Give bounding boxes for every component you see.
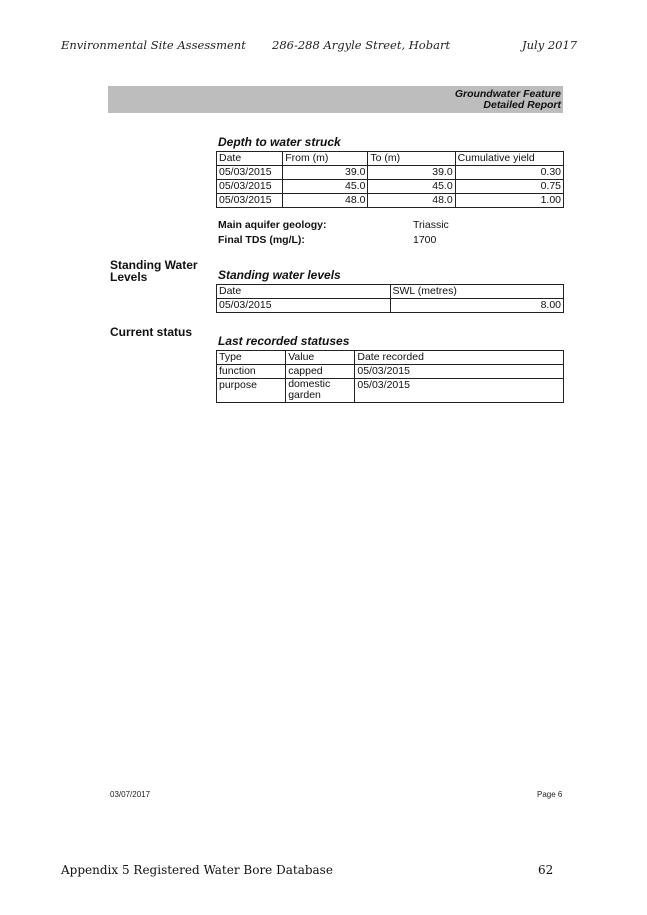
table-cell: 05/03/2015 bbox=[217, 180, 283, 194]
table-cell: 05/03/2015 bbox=[217, 194, 283, 208]
page-number: 62 bbox=[538, 863, 554, 877]
final-tds-label: Final TDS (mg/L): bbox=[218, 234, 305, 246]
table-cell: 05/03/2015 bbox=[355, 365, 564, 379]
status-title: Last recorded statuses bbox=[218, 334, 350, 348]
table-header-row bbox=[217, 351, 564, 365]
standing-table bbox=[216, 284, 564, 313]
footer-page: Page 6 bbox=[537, 790, 563, 799]
table-cell: 0.30 bbox=[455, 166, 563, 180]
column-header: Value bbox=[286, 351, 355, 365]
depth-table bbox=[216, 151, 564, 208]
table-row bbox=[217, 299, 564, 313]
column-header: SWL (metres) bbox=[390, 285, 564, 299]
table-row bbox=[217, 379, 564, 403]
depth-title: Depth to water struck bbox=[218, 135, 341, 149]
table-cell: 45.0 bbox=[283, 180, 368, 194]
header-center: 286-288 Argyle Street, Hobart bbox=[272, 38, 451, 52]
table-cell: 05/03/2015 bbox=[217, 166, 283, 180]
column-header: Date bbox=[217, 152, 283, 166]
column-header: Type bbox=[217, 351, 286, 365]
table-row bbox=[217, 180, 564, 194]
report-banner bbox=[108, 86, 563, 113]
aquifer-geology-value: Triassic bbox=[413, 219, 449, 231]
standing-side-label bbox=[110, 259, 198, 283]
table-header-row bbox=[217, 152, 564, 166]
table-cell: function bbox=[217, 365, 286, 379]
table-cell: 05/03/2015 bbox=[217, 299, 391, 313]
table-cell: 48.0 bbox=[283, 194, 368, 208]
table-cell: 8.00 bbox=[390, 299, 564, 313]
appendix-title: Appendix 5 Registered Water Bore Database bbox=[61, 863, 333, 877]
standing-side-label-line-2: Levels bbox=[110, 270, 148, 284]
status-side-label: Current status bbox=[110, 325, 193, 339]
status-table bbox=[216, 350, 564, 403]
standing-title: Standing water levels bbox=[218, 268, 341, 282]
table-cell: 0.75 bbox=[455, 180, 563, 194]
table-row bbox=[217, 194, 564, 208]
table-row bbox=[217, 166, 564, 180]
column-header: To (m) bbox=[368, 152, 455, 166]
aquifer-geology-label: Main aquifer geology: bbox=[218, 219, 327, 231]
footer-date: 03/07/2017 bbox=[110, 790, 151, 799]
column-header: From (m) bbox=[283, 152, 368, 166]
final-tds-value: 1700 bbox=[413, 234, 437, 246]
table-cell: 39.0 bbox=[283, 166, 368, 180]
column-header: Cumulative yield bbox=[455, 152, 563, 166]
table-cell: 1.00 bbox=[455, 194, 563, 208]
header-left: Environmental Site Assessment bbox=[61, 38, 246, 52]
table-header-row bbox=[217, 285, 564, 299]
header-right: July 2017 bbox=[522, 38, 578, 52]
banner-line-2: Detailed Report bbox=[483, 99, 561, 111]
table-row bbox=[217, 365, 564, 379]
column-header: Date bbox=[217, 285, 391, 299]
banner-line-1: Groundwater Feature bbox=[454, 88, 561, 100]
table-cell: 48.0 bbox=[368, 194, 455, 208]
table-cell: capped bbox=[286, 365, 355, 379]
table-cell: 05/03/2015 bbox=[355, 379, 564, 403]
standing-side-label-line-1: Standing Water bbox=[110, 258, 198, 272]
column-header: Date recorded bbox=[355, 351, 564, 365]
table-cell: 39.0 bbox=[368, 166, 455, 180]
table-cell: purpose bbox=[217, 379, 286, 403]
table-cell: 45.0 bbox=[368, 180, 455, 194]
table-cell: domestic garden bbox=[286, 379, 355, 403]
